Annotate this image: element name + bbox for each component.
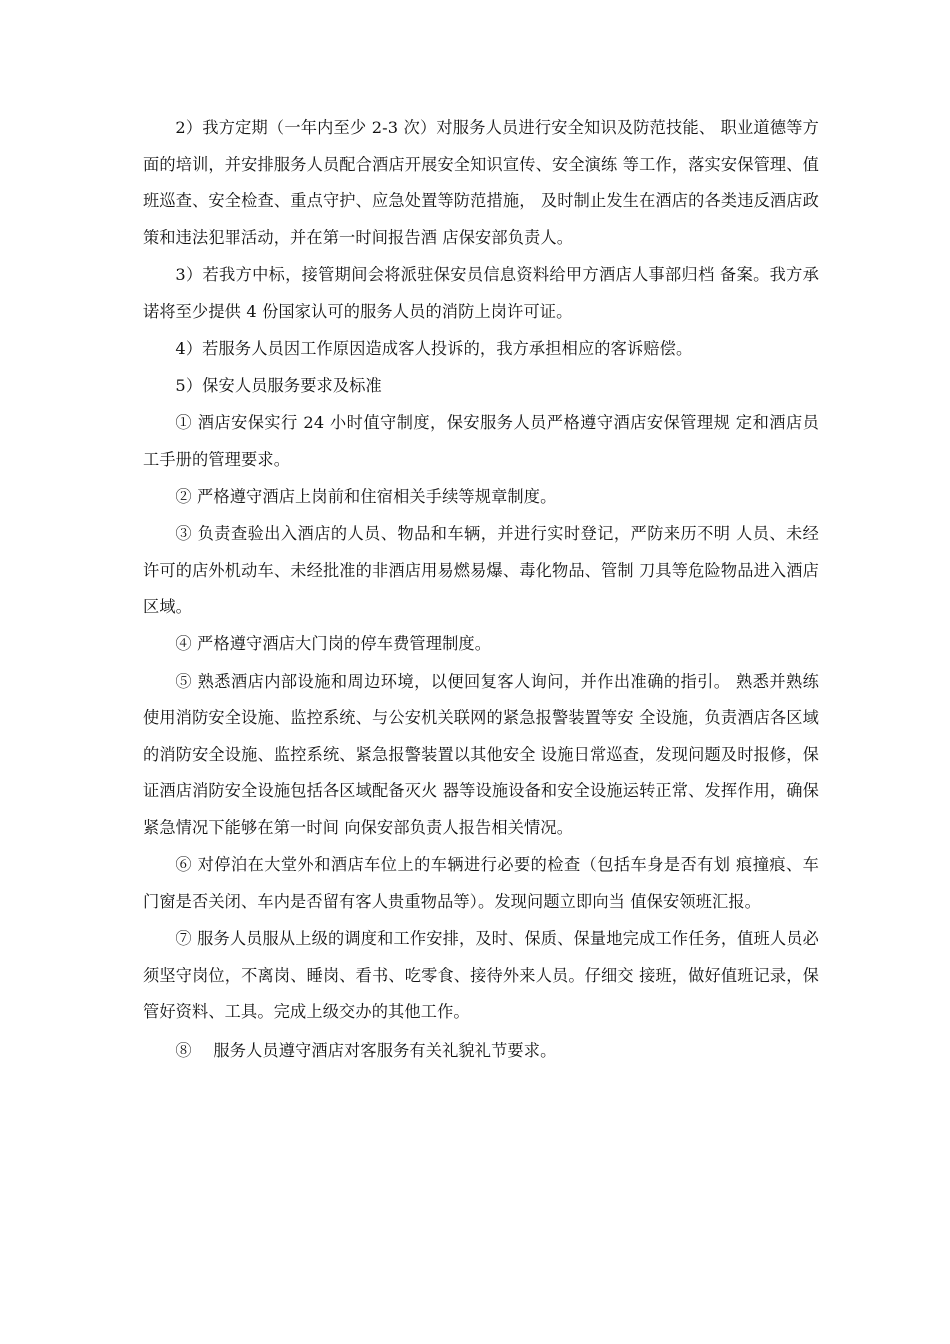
- paragraph-item-3: ③ 负责查验出入酒店的人员、物品和车辆，并进行实时登记，严防来历不明 人员、未经许可的店外机动车、未经批准的非酒店用易燃易爆、毒化物品、管制 刀具等危险物品进入酒店区域。: [143, 524, 819, 617]
- paragraph-item-7: ⑦ 服务人员服从上级的调度和工作安排，及时、保质、保量地完成工作任务，值班人员必须坚守岗位，不离岗、睡岗、看书、吃零食、接待外来人员。仔细交 接班，做好值班记录，保管好资料、工具。完成上级交办的其他工作。: [143, 929, 819, 1022]
- paragraph-2: 2）我方定期（一年内至少 2-3 次）对服务人员进行安全知识及防范技能、 职业道德等方面的培训，并安排服务人员配合酒店开展安全知识宣传、安全演练 等工作，落实安保管理、值班巡查、安全检查、重点守护、应急处置等防范措施， 及时制止发生在酒店的各类违反酒店政策和违法犯罪活动，并在第一时间报告酒 店保安部负责人。: [143, 118, 819, 247]
- paragraph-item-2: ② 严格遵守酒店上岗前和住宿相关手续等规章制度。: [175, 486, 557, 506]
- document-body: [143, 110, 819, 1070]
- paragraph-item-4: ④ 严格遵守酒店大门岗的停车费管理制度。: [175, 634, 492, 654]
- paragraph-item-1: ① 酒店安保实行 24 小时值守制度，保安服务人员严格遵守酒店安保管理规 定和酒店员工手册的管理要求。: [143, 413, 819, 469]
- paragraph-item-8: ⑧ 服务人员遵守酒店对客服务有关礼貌礼节要求。: [175, 1040, 557, 1060]
- paragraph-item-5: ⑤ 熟悉酒店内部设施和周边环境，以便回复客人询问，并作出准确的指引。 熟悉并熟练使用消防安全设施、监控系统、与公安机关联网的紧急报警装置等安 全设施，负责酒店各区域的消防安全设施、监控系统、紧急报警装置以其他安全 设施日常巡查，发现问题及时报修，保证酒店消防安全设施包括各区域配备灭火 器等设施设备和安全设施运转正常、发挥作用，确保紧急情况下能够在第一时间 向保安部负责人报告相关情况。: [143, 671, 819, 838]
- paragraph-item-6: ⑥ 对停泊在大堂外和酒店车位上的车辆进行必要的检查（包括车身是否有划 痕撞痕、车门窗是否关闭、车内是否留有客人贵重物品等）。发现问题立即向当 值保安领班汇报。: [143, 855, 819, 911]
- paragraph-3: 3）若我方中标，接管期间会将派驻保安员信息资料给甲方酒店人事部归档 备案。我方承诺将至少提供 4 份国家认可的服务人员的消防上岗许可证。: [143, 264, 819, 321]
- paragraph-4: 4）若服务人员因工作原因造成客人投诉的，我方承担相应的客诉赔偿。: [175, 338, 693, 358]
- paragraph-5-heading: 5）保安人员服务要求及标准: [175, 375, 382, 395]
